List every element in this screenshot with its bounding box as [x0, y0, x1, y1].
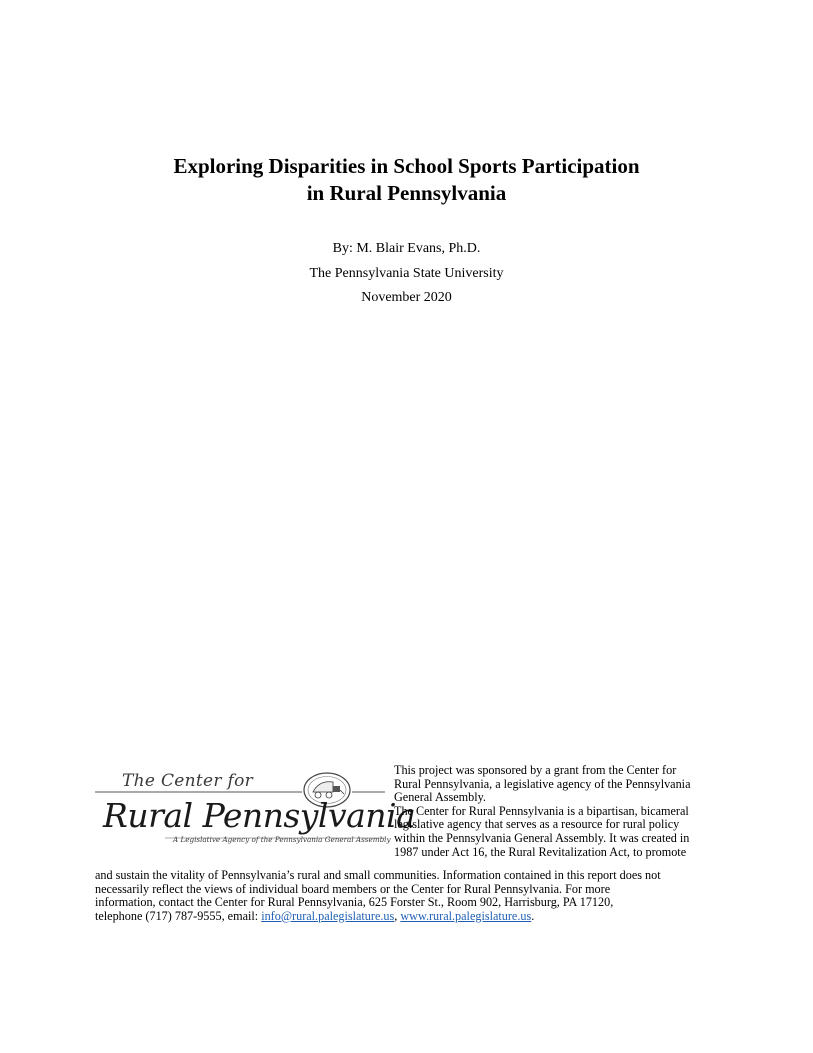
- author: By: M. Blair Evans, Ph.D.: [332, 241, 481, 256]
- contact-end: .: [531, 908, 535, 923]
- sponsor-line: Rural Pennsylvania, a legislative agency of the Pennsylvania: [394, 776, 691, 791]
- sponsor-line: 1987 under Act 16, the Rural Revitalization Act, to promote: [394, 844, 687, 859]
- sponsor-line: within the Pennsylvania General Assembly. It was created in: [394, 830, 690, 845]
- sponsor-contact-line: [95, 910, 735, 924]
- institution: The Pennsylvania State University: [309, 265, 504, 281]
- title-line-2: in Rural Pennsylvania: [306, 181, 507, 205]
- sponsor-line: and sustain the vitality of Pennsylvania’s rural and small communities. Information contained in this report does not: [95, 868, 661, 882]
- logo-top-text: The Center for: [122, 771, 254, 791]
- logo-main-text: Rural Pennsylvania: [103, 796, 416, 835]
- email-link[interactable]: info@rural.palegislature.us: [261, 908, 395, 923]
- sponsor-line: information, contact the Center for Rural Pennsylvania, 625 Forster St., Room 902, Harrisburg, PA 17120,: [95, 895, 614, 910]
- website-link[interactable]: www.rural.palegislature.us: [400, 908, 532, 923]
- sponsor-line: The Center for Rural Pennsylvania is a bipartisan, bicameral: [394, 803, 689, 818]
- publication-date: November 2020: [361, 290, 452, 305]
- logo-tagline: A Legislative Agency of the Pennsylvania General Assembly: [173, 835, 391, 844]
- title-line-1: Exploring Disparities in School Sports Participation: [173, 154, 640, 178]
- sponsor-line: necessarily reflect the views of individual board members or the Center for Rural Pennsylvania. For more: [95, 881, 611, 896]
- report-title: [0, 153, 813, 207]
- sponsor-line: legislative agency that serves as a resource for rural policy: [394, 817, 680, 832]
- sponsor-line: General Assembly.: [394, 790, 486, 805]
- contact-prefix: telephone (717) 787-9555, email:: [95, 908, 262, 923]
- sponsor-note-full: [95, 869, 735, 923]
- byline: [0, 237, 813, 311]
- contact-separator: ,: [394, 908, 401, 923]
- center-for-rural-pennsylvania-logo: [95, 768, 416, 858]
- sponsor-note-right: [394, 764, 729, 859]
- sponsor-line: This project was sponsored by a grant from the Center for: [394, 763, 677, 777]
